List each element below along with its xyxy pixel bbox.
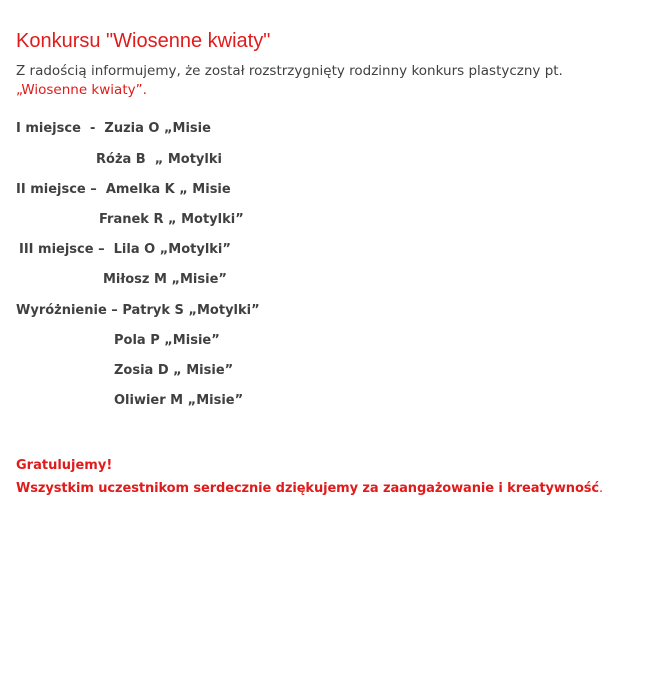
result-third-place-2: Miłosz M „Misie” (103, 272, 227, 287)
result-distinction-2: Pola P „Misie” (114, 333, 220, 348)
thanks-main: Wszystkim uczestnikom serdecznie dziękujemy za zaangażowanie i kreatywność (16, 481, 600, 496)
page-title: Konkursu "Wiosenne kwiaty" (16, 30, 271, 52)
result-second-place-2: Franek R „ Motylki” (99, 212, 244, 227)
intro-paragraph (16, 62, 636, 100)
result-distinction: Wyróżnienie – Patryk S „Motylki” (16, 303, 260, 318)
thanks-text (16, 481, 603, 496)
thanks-period: . (599, 481, 604, 496)
congratulations-text: Gratulujemy! (16, 458, 113, 473)
result-first-place: I miejsce - Zuzia O „Misie (16, 121, 211, 136)
result-first-place-2: Róża B „ Motylki (96, 152, 222, 167)
result-distinction-4: Oliwier M „Misie” (114, 393, 244, 408)
intro-text: Z radością informujemy, że został rozstrzygnięty rodzinny konkurs plastyczny pt. (16, 63, 563, 79)
result-second-place: II miejsce – Amelka K „ Misie (16, 182, 231, 197)
result-distinction-3: Zosia D „ Misie” (114, 363, 234, 378)
result-third-place: III miejsce – Lila O „Motylki” (19, 242, 231, 257)
intro-highlight: „Wiosenne kwiaty”. (16, 82, 147, 98)
